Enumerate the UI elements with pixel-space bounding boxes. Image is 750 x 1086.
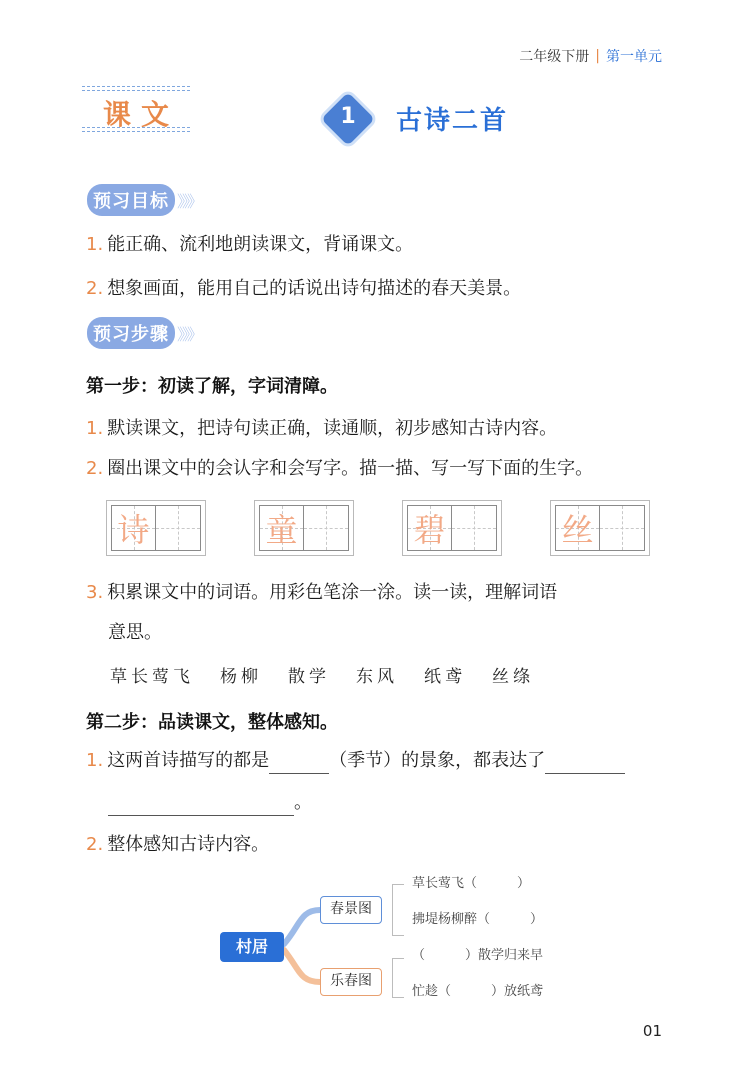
grade-label: 二年级下册 <box>519 49 590 65</box>
trace-character: 诗 <box>117 511 150 549</box>
mind-map-leaf: 草长莺飞（ ） <box>412 876 531 891</box>
feeling-blank-1[interactable] <box>545 754 625 774</box>
trace-character: 碧 <box>413 511 446 549</box>
blank-box[interactable] <box>156 505 201 551</box>
bracket <box>392 884 404 936</box>
step2-title: 第二步：品读课文，整体感知。 <box>86 712 338 733</box>
blank-box[interactable] <box>304 505 349 551</box>
feeling-blank-2[interactable] <box>108 796 294 816</box>
goal-item-2: 2. 想象画面，能用自己的话说出诗句描述的春天美景。 <box>86 278 522 299</box>
step2-item-1: 1. 这两首诗描写的都是 （季节）的景象，都表达了 <box>86 748 625 774</box>
writing-grids <box>106 500 650 556</box>
chevron-right-icon: 》》》 <box>177 191 201 211</box>
step2-item-2: 2. 整体感知古诗内容。 <box>86 834 270 855</box>
vocab-word: 杨柳 <box>220 667 262 687</box>
kewen-label: 课文 <box>102 98 179 131</box>
mind-map-leaf: 拂堤杨柳醉（ ） <box>412 912 544 927</box>
kewen-label-box <box>82 86 190 132</box>
writing-grid <box>254 500 354 556</box>
vocab-word: 东风 <box>356 667 398 687</box>
lesson-number: 1 <box>340 104 356 129</box>
page-header <box>519 46 662 66</box>
page-number: 01 <box>642 1022 662 1040</box>
trace-character: 丝 <box>561 511 594 549</box>
blank-box[interactable] <box>600 505 645 551</box>
section-steps <box>87 318 200 348</box>
mind-map-node-spring: 春景图 <box>320 896 382 924</box>
mind-map-leaf: 忙趁（ ）放纸鸢 <box>412 984 544 999</box>
bracket <box>392 958 404 998</box>
header-separator: | <box>595 48 600 64</box>
trace-character: 童 <box>265 511 298 549</box>
vocab-words <box>110 662 534 687</box>
writing-grid <box>402 500 502 556</box>
section-steps-label: 预习步骤 <box>87 317 175 349</box>
vocab-word: 丝绦 <box>492 667 534 687</box>
step1-title: 第一步：初读了解，字词清障。 <box>86 376 338 397</box>
goal-item-1: 1. 能正确、流利地朗读课文，背诵课文。 <box>86 234 414 255</box>
step1-item-3: 3. 积累课文中的词语。用彩色笔涂一涂。读一读，理解词语 <box>86 582 558 603</box>
writing-grid <box>550 500 650 556</box>
step1-item-1: 1. 默读课文，把诗句读正确，读通顺，初步感知古诗内容。 <box>86 418 558 439</box>
lesson-title: 古诗二首 <box>396 106 509 136</box>
step2-item-1-cont: 。 <box>108 790 312 816</box>
unit-label: 第一单元 <box>606 49 662 65</box>
mind-map-root: 村居 <box>220 932 284 962</box>
lesson-number-badge <box>325 96 371 142</box>
step1-item-3-cont: 意思。 <box>108 622 162 643</box>
vocab-word: 草长莺飞 <box>110 667 194 687</box>
vocab-word: 散学 <box>288 667 330 687</box>
section-goals-label: 预习目标 <box>87 184 175 216</box>
vocab-word: 纸鸢 <box>424 667 466 687</box>
season-blank[interactable] <box>269 754 329 774</box>
chevron-right-icon: 》》》 <box>177 324 201 344</box>
writing-grid <box>106 500 206 556</box>
section-goals <box>87 185 200 215</box>
mind-map-leaf: （ ）散学归来早 <box>412 948 544 963</box>
step1-item-2: 2. 圈出课文中的会认字和会写字。描一描、写一写下面的生字。 <box>86 458 594 479</box>
blank-box[interactable] <box>452 505 497 551</box>
mind-map <box>200 866 580 1006</box>
mind-map-node-joy: 乐春图 <box>320 968 382 996</box>
